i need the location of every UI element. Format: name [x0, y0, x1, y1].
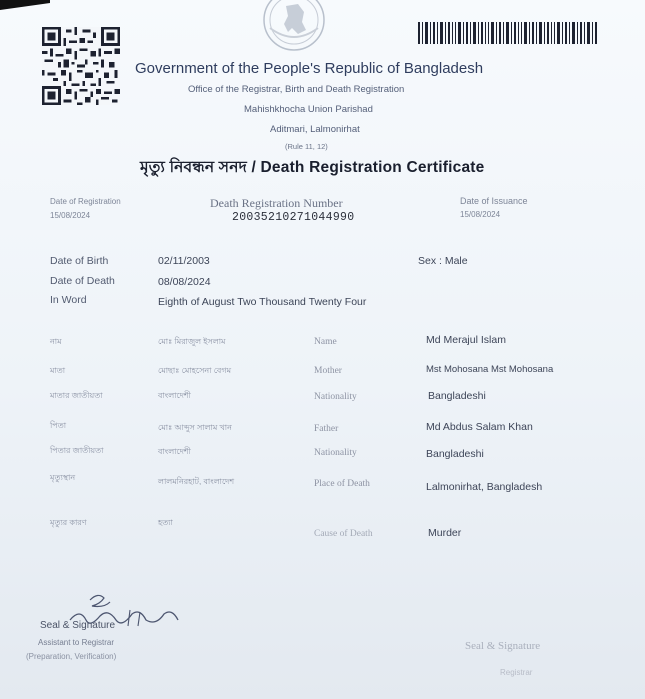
- union-address: Aditmari, Lalmonirhat: [270, 124, 360, 135]
- place-of-death-label: Place of Death: [314, 479, 370, 489]
- date-of-registration-label: Date of Registration: [50, 197, 121, 206]
- inword-value: Eighth of August Two Thousand Twenty Four: [158, 296, 367, 308]
- father-label: Father: [314, 424, 339, 434]
- office-title: Office of the Registrar, Birth and Death Registration: [188, 84, 405, 95]
- name-value: Md Merajul Islam: [426, 334, 506, 346]
- mother-bn-value: মোছাঃ মোহসেনা বেগম: [158, 366, 232, 375]
- cause-of-death-bn-label: মৃত্যুর কারণ: [50, 518, 87, 527]
- sex-value: Sex : Male: [418, 255, 468, 267]
- assistant-registrar: Assistant to Registrar: [38, 638, 115, 647]
- father-bn-label: পিতা: [50, 421, 67, 430]
- father-bn-value: মোঃ আব্দুস সালাম খান: [158, 423, 232, 432]
- dob-label: Date of Birth: [50, 255, 109, 267]
- name-bn-label: নাম: [50, 337, 62, 346]
- inword-label: In Word: [50, 294, 87, 306]
- father-nationality-bn-label: পিতার জাতীয়তা: [50, 446, 104, 455]
- father-value: Md Abdus Salam Khan: [426, 421, 533, 433]
- father-nationality-bn-value: বাংলাদেশী: [158, 447, 191, 456]
- registration-number: 20035210271044990: [232, 211, 355, 224]
- place-of-death-bn-label: মৃত্যুস্থান: [50, 473, 76, 482]
- cause-of-death-bn-value: হত্যা: [158, 518, 173, 527]
- seal-signature-right: Seal & Signature: [465, 640, 541, 652]
- date-of-registration: 15/08/2024: [50, 211, 91, 220]
- father-nationality-value: Bangladeshi: [426, 448, 484, 460]
- mother-nationality-bn-label: মাতার জাতীয়তা: [50, 391, 103, 400]
- dod-label: Date of Death: [50, 275, 115, 287]
- corner-mark: [0, 0, 50, 10]
- barcode: [418, 22, 598, 44]
- name-label: Name: [314, 337, 337, 347]
- government-title: Government of the People's Republic of Bangladesh: [135, 60, 484, 77]
- preparation-verification: (Preparation, Verification): [26, 652, 117, 661]
- mother-bn-label: মাতা: [50, 366, 66, 375]
- cause-of-death-value: Murder: [428, 527, 462, 539]
- father-nationality-label: Nationality: [314, 448, 357, 458]
- date-of-issuance-label: Date of Issuance: [460, 196, 528, 206]
- mother-nationality-bn-value: বাংলাদেশী: [158, 391, 191, 400]
- qr-code: [38, 27, 124, 105]
- dob-value: 02/11/2003: [158, 255, 210, 267]
- seal-signature-left: Seal & Signature: [40, 620, 116, 631]
- place-of-death-bn-value: লালমনিরহাট, বাংলাদেশ: [158, 477, 235, 486]
- name-bn-value: মোঃ মিরাজুল ইসলাম: [158, 337, 226, 346]
- union-name: Mahishkhocha Union Parishad: [244, 104, 373, 115]
- mother-nationality-label: Nationality: [314, 392, 357, 402]
- mother-value: Mst Mohosana Mst Mohosana: [426, 364, 554, 375]
- certificate-title: মৃত্যু নিবন্ধন সনদ / Death Registration Certificate: [140, 159, 485, 176]
- government-seal: [258, 0, 330, 54]
- cause-of-death-label: Cause of Death: [314, 529, 373, 539]
- registration-number-label: Death Registration Number: [210, 196, 343, 210]
- mother-label: Mother: [314, 366, 342, 376]
- place-of-death-value: Lalmonirhat, Bangladesh: [426, 481, 543, 493]
- rule-reference: (Rule 11, 12): [285, 142, 328, 151]
- mother-nationality-value: Bangladeshi: [428, 390, 486, 402]
- date-of-issuance: 15/08/2024: [460, 210, 501, 219]
- dod-value: 08/08/2024: [158, 276, 211, 288]
- registrar-label: Registrar: [500, 668, 533, 677]
